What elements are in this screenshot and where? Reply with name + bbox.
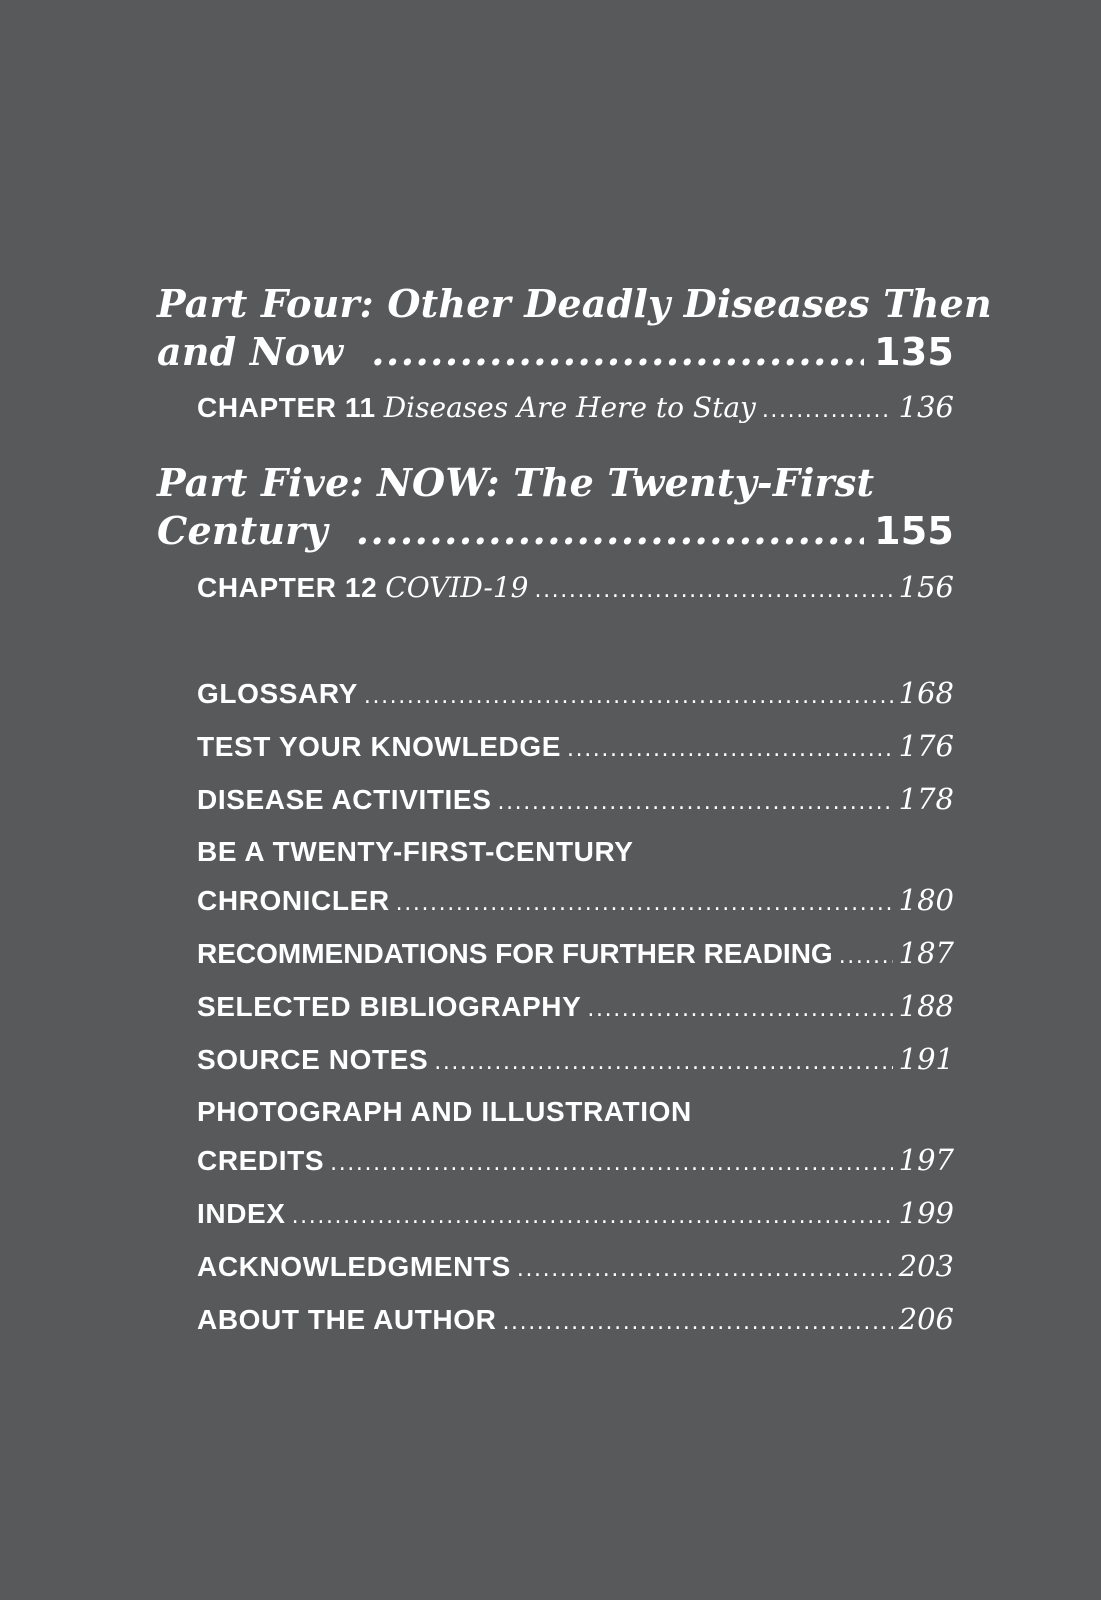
chapter-label: CHAPTER 11 (197, 392, 376, 423)
toc-entry-glossary[interactable] (197, 675, 954, 715)
toc-entry-bibliography[interactable] (197, 988, 954, 1028)
toc-entry-source-notes[interactable] (197, 1041, 954, 1081)
toc-part-five[interactable] (157, 459, 954, 555)
dot-leader (364, 679, 893, 715)
toc-chapter-12[interactable] (197, 569, 954, 609)
entry-page-number: 188 (898, 989, 954, 1023)
toc-entry-chronicler[interactable] (197, 882, 954, 922)
toc-entry-chronicler-line1[interactable]: BE A TWENTY-FIRST-CENTURY (197, 836, 634, 867)
entry-label: RECOMMENDATIONS FOR FURTHER READING (197, 938, 833, 969)
chapter-title: COVID-19 (385, 571, 529, 604)
entry-page-number: 180 (898, 883, 954, 917)
chapter-title: Diseases Are Here to Stay (383, 391, 756, 424)
part-title-line2: and Now (157, 329, 344, 374)
dot-leader (330, 1146, 893, 1182)
dot-leader (292, 1199, 893, 1235)
dot-leader (371, 328, 864, 376)
part-title-line2: Century (157, 508, 328, 553)
entry-label: GLOSSARY (197, 678, 358, 709)
chapter-page-number: 156 (898, 570, 954, 604)
toc-chapter-11[interactable] (197, 389, 954, 429)
dot-leader (497, 785, 892, 821)
entry-page-number: 176 (898, 729, 954, 763)
entry-page-number: 206 (898, 1302, 954, 1336)
part-page-number: 155 (874, 509, 954, 553)
dot-leader (762, 393, 893, 429)
entry-label: INDEX (197, 1198, 286, 1229)
entry-label: CHRONICLER (197, 885, 390, 916)
entry-label: SELECTED BIBLIOGRAPHY (197, 991, 582, 1022)
entry-label: TEST YOUR KNOWLEDGE (197, 731, 562, 762)
entry-page-number: 178 (898, 782, 954, 816)
entry-label: CREDITS (197, 1145, 325, 1176)
dot-leader (567, 732, 893, 768)
dot-leader (502, 1305, 892, 1341)
entry-label: ACKNOWLEDGMENTS (197, 1251, 511, 1282)
dot-leader (517, 1252, 893, 1288)
toc-entry-test-your-knowledge[interactable] (197, 728, 954, 768)
entry-page-number: 168 (898, 676, 954, 710)
entry-label: DISEASE ACTIVITIES (197, 784, 492, 815)
entry-page-number: 199 (898, 1196, 954, 1230)
part-page-number: 135 (874, 330, 954, 374)
entry-page-number: 187 (898, 936, 954, 970)
dot-leader (434, 1045, 892, 1081)
toc-entry-credits-line1[interactable]: PHOTOGRAPH AND ILLUSTRATION (197, 1096, 692, 1127)
part-title-line1: Part Five: NOW: The Twenty-First (157, 460, 875, 505)
toc-part-four[interactable] (157, 280, 992, 376)
entry-page-number: 203 (898, 1249, 954, 1283)
entry-label: SOURCE NOTES (197, 1044, 429, 1075)
entry-label: ABOUT THE AUTHOR (197, 1304, 497, 1335)
dot-leader (587, 992, 892, 1028)
toc-entry-recommendations[interactable] (197, 935, 954, 975)
entry-page-number: 191 (898, 1042, 954, 1076)
toc-entry-about-the-author[interactable] (197, 1301, 954, 1341)
toc-entry-acknowledgments[interactable] (197, 1248, 954, 1288)
chapter-label: CHAPTER 12 (197, 572, 378, 603)
dot-leader (356, 507, 864, 555)
toc-entry-disease-activities[interactable] (197, 781, 954, 821)
dot-leader (396, 886, 893, 922)
toc-entry-index[interactable] (197, 1195, 954, 1235)
toc-entry-credits[interactable] (197, 1142, 954, 1182)
dot-leader (839, 939, 893, 975)
chapter-page-number: 136 (898, 390, 954, 424)
entry-page-number: 197 (898, 1143, 954, 1177)
dot-leader (535, 573, 893, 609)
part-title-line1: Part Four: Other Deadly Diseases Then (157, 281, 992, 326)
